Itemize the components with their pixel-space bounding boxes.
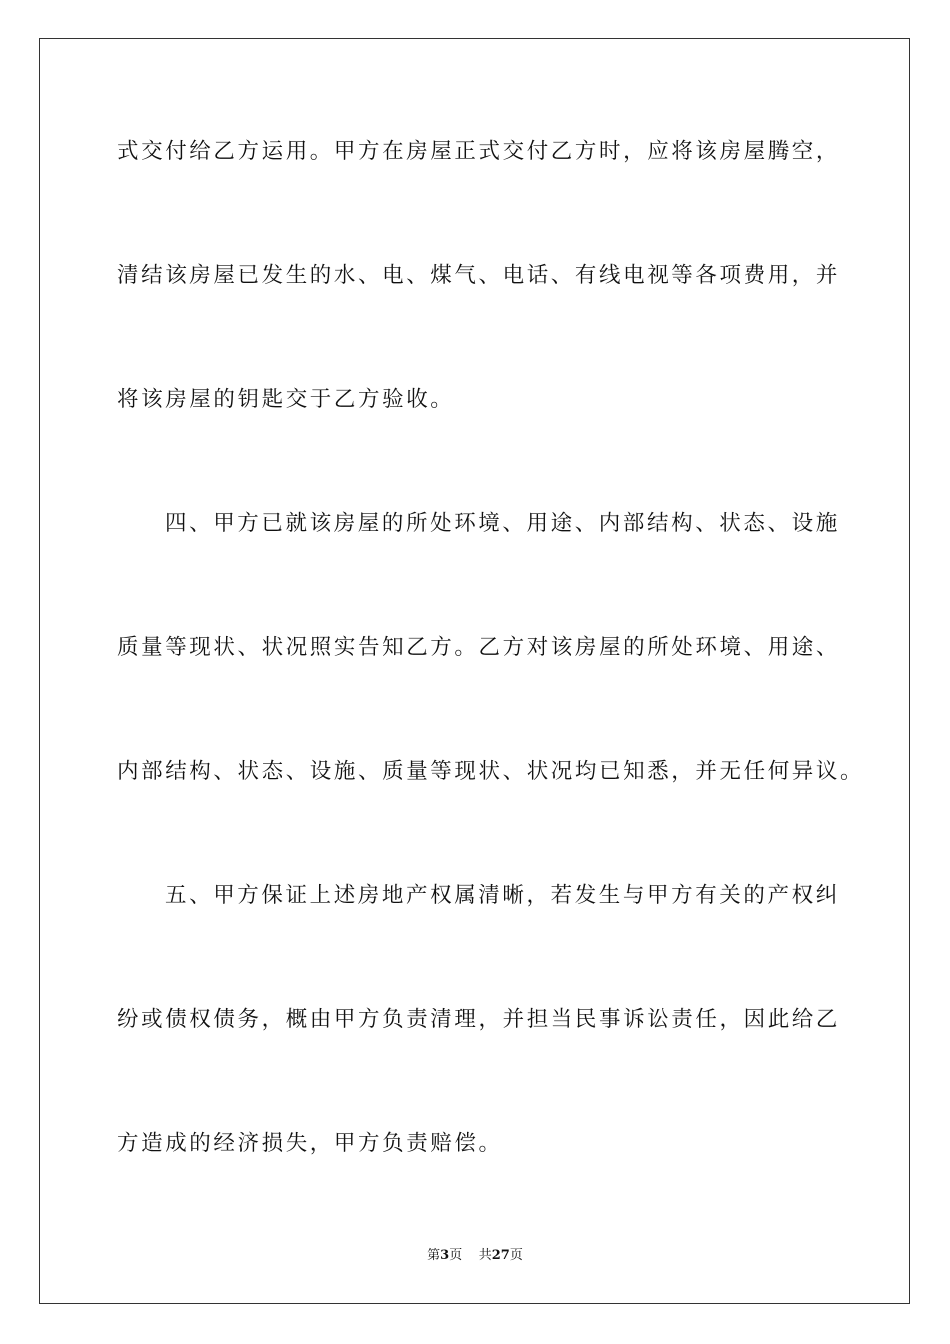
paragraph-line: 方造成的经济损失，甲方负责赔偿。 bbox=[117, 1131, 503, 1156]
paragraph-line: 质量等现状、状况照实告知乙方。乙方对该房屋的所处环境、用途、 bbox=[117, 635, 841, 660]
page-footer bbox=[0, 1247, 950, 1265]
paragraph-line: 五、甲方保证上述房地产权属清晰，若发生与甲方有关的产权纠 bbox=[165, 883, 840, 908]
page-number: 3 bbox=[440, 1248, 450, 1263]
paragraph-line: 清结该房屋已发生的水、电、煤气、电话、有线电视等各项费用，并 bbox=[117, 263, 841, 288]
paragraph-line: 将该房屋的钥匙交于乙方验收。 bbox=[117, 387, 455, 412]
paragraph-line: 内部结构、状态、设施、质量等现状、状况均已知悉，并无任何异议。 bbox=[117, 759, 865, 784]
total-pages: 27 bbox=[491, 1248, 510, 1263]
paragraph-line: 四、甲方已就该房屋的所处环境、用途、内部结构、状态、设施 bbox=[165, 511, 840, 536]
page-suffix: 页 bbox=[449, 1248, 463, 1263]
total-suffix: 页 bbox=[509, 1248, 523, 1263]
page-prefix: 第 bbox=[427, 1248, 441, 1263]
paragraph-line: 纷或债权债务，概由甲方负责清理，并担当民事诉讼责任，因此给乙 bbox=[117, 1007, 841, 1032]
page-border bbox=[39, 38, 910, 1304]
total-prefix: 共 bbox=[478, 1248, 492, 1263]
paragraph-line: 式交付给乙方运用。甲方在房屋正式交付乙方时，应将该房屋腾空， bbox=[117, 139, 841, 164]
